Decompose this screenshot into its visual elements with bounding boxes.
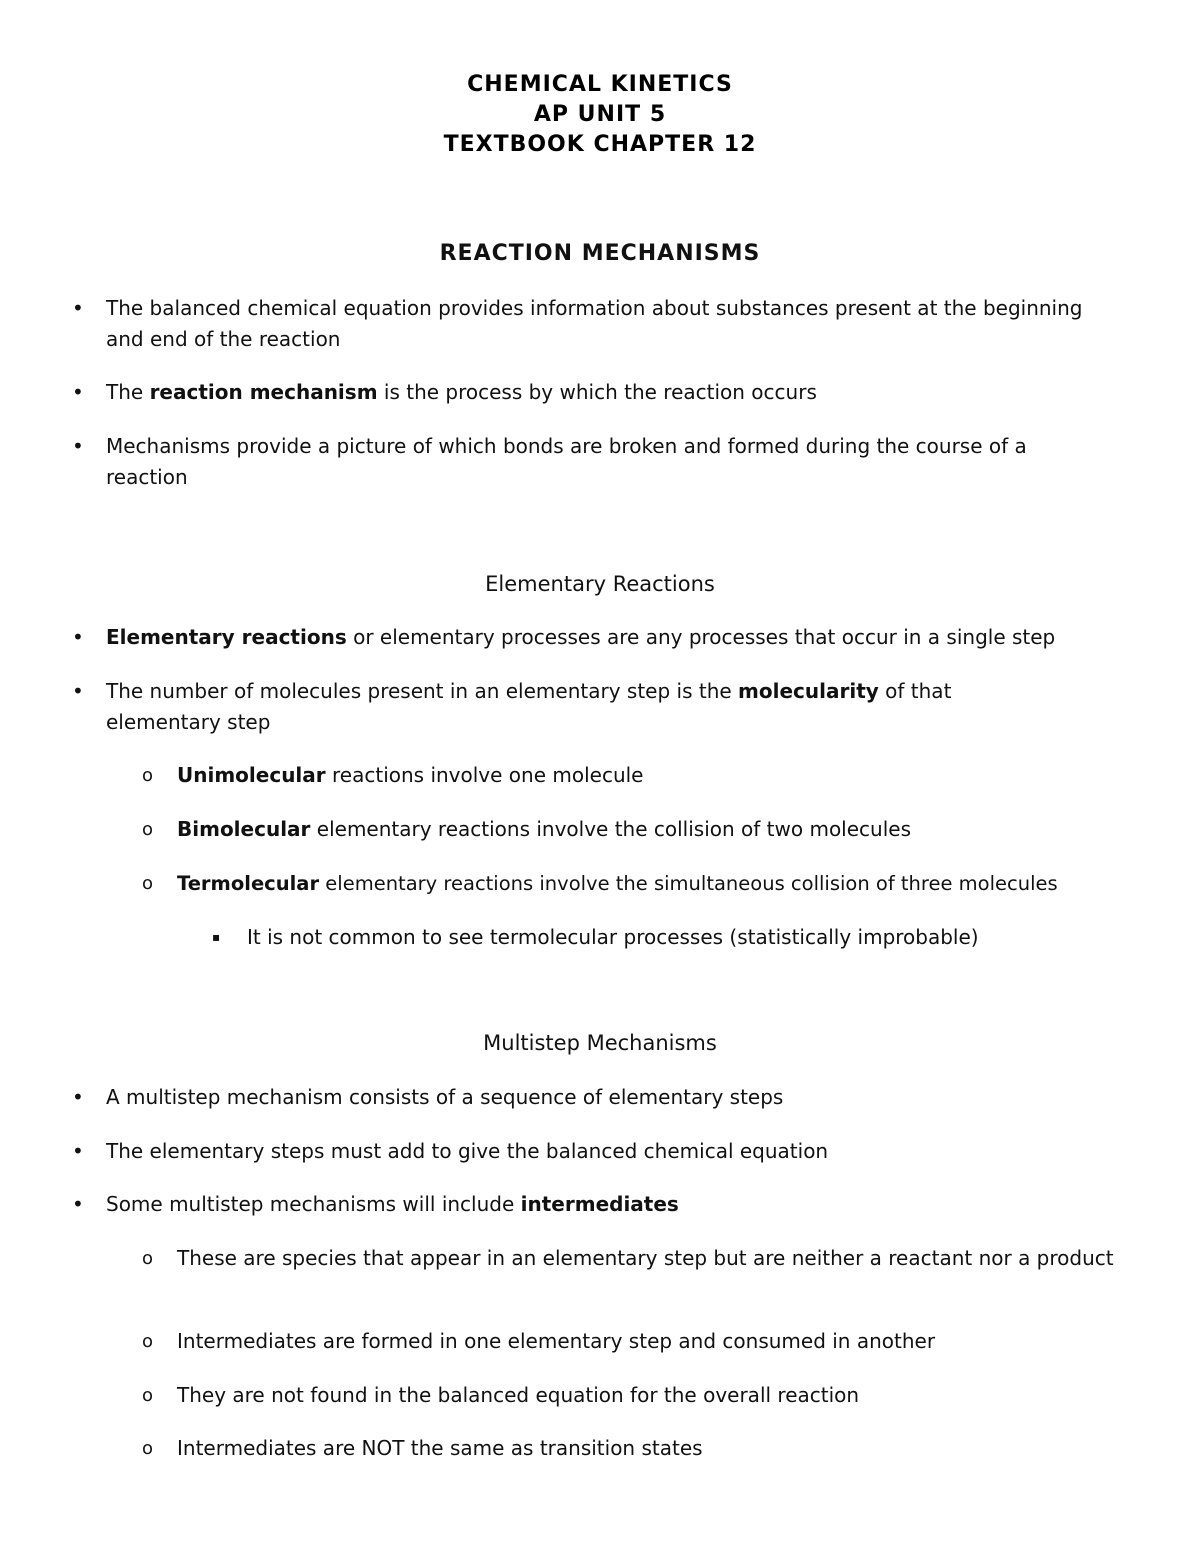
list-item: Mechanisms provide a picture of which bonds are broken and formed during the course of a reaction xyxy=(106,434,1027,489)
title-line-3: TEXTBOOK CHAPTER 12 xyxy=(443,132,757,157)
list-item: A multistep mechanism consists of a sequence of elementary steps xyxy=(106,1085,784,1109)
text-fragment: or elementary processes are any processes that occur in a single step xyxy=(346,625,1056,649)
circle-bullet-icon: o xyxy=(142,1248,154,1269)
heading-multistep-mechanisms: Multistep Mechanisms xyxy=(483,1031,717,1055)
sub-list-item: These are species that appear in an elementary step but are neither a reactant nor a product xyxy=(177,1246,1114,1270)
circle-bullet-icon: o xyxy=(142,873,154,894)
text-fragment: The xyxy=(106,380,150,404)
list-item xyxy=(106,1189,1106,1220)
sub-list-item xyxy=(177,760,1137,791)
bullet-icon: • xyxy=(72,296,84,320)
text-fragment: elementary reactions involve the simultaneous collision of three molecules xyxy=(319,872,1058,895)
text-fragment: reactions involve one molecule xyxy=(325,763,644,787)
key-term: Termolecular xyxy=(177,872,320,895)
bullet-icon: • xyxy=(72,380,84,404)
sub-sub-list-item: It is not common to see termolecular processes (statistically improbable) xyxy=(247,925,979,949)
key-term: intermediates xyxy=(520,1192,679,1216)
list-item: The elementary steps must add to give the balanced chemical equation xyxy=(106,1139,829,1163)
bullet-icon: • xyxy=(72,1139,84,1163)
key-term: Elementary reactions xyxy=(106,625,347,649)
text-fragment: of that elementary step xyxy=(106,679,952,734)
sub-list-item: Intermediates are NOT the same as transition states xyxy=(177,1436,703,1460)
key-term: Unimolecular xyxy=(177,763,326,787)
circle-bullet-icon: o xyxy=(142,765,154,786)
list-item: The balanced chemical equation provides information about substances present at the beginning and end of the reaction xyxy=(106,296,1083,351)
heading-reaction-mechanisms: REACTION MECHANISMS xyxy=(439,241,761,266)
text-fragment: The number of molecules present in an elementary step is the xyxy=(106,679,739,703)
key-term: reaction mechanism xyxy=(149,380,378,404)
circle-bullet-icon: o xyxy=(142,819,154,840)
sub-list-item xyxy=(177,814,1137,845)
bullet-icon: • xyxy=(72,434,84,458)
heading-elementary-reactions: Elementary Reactions xyxy=(485,572,715,596)
sub-list-item: Intermediates are formed in one elementary step and consumed in another xyxy=(177,1329,936,1353)
circle-bullet-icon: o xyxy=(142,1385,154,1406)
text-fragment: is the process by which the reaction occurs xyxy=(377,380,817,404)
bullet-icon: • xyxy=(72,1085,84,1109)
title-line-2: AP UNIT 5 xyxy=(533,102,667,127)
title-line-1: CHEMICAL KINETICS xyxy=(467,72,733,97)
list-item xyxy=(106,622,1106,653)
square-bullet-icon: ▪ xyxy=(212,930,221,944)
circle-bullet-icon: o xyxy=(142,1438,154,1459)
circle-bullet-icon: o xyxy=(142,1331,154,1352)
document-title xyxy=(0,70,1200,160)
key-term: Bimolecular xyxy=(177,817,311,841)
list-item xyxy=(106,377,1106,408)
list-item xyxy=(106,676,1026,738)
sub-list-item: They are not found in the balanced equation for the overall reaction xyxy=(177,1383,860,1407)
sub-list-item xyxy=(177,868,1177,899)
bullet-icon: • xyxy=(72,1192,84,1216)
text-fragment: elementary reactions involve the collision of two molecules xyxy=(310,817,911,841)
key-term: molecularity xyxy=(738,679,879,703)
bullet-icon: • xyxy=(72,625,84,649)
text-fragment: Some multistep mechanisms will include xyxy=(106,1192,521,1216)
bullet-icon: • xyxy=(72,679,84,703)
